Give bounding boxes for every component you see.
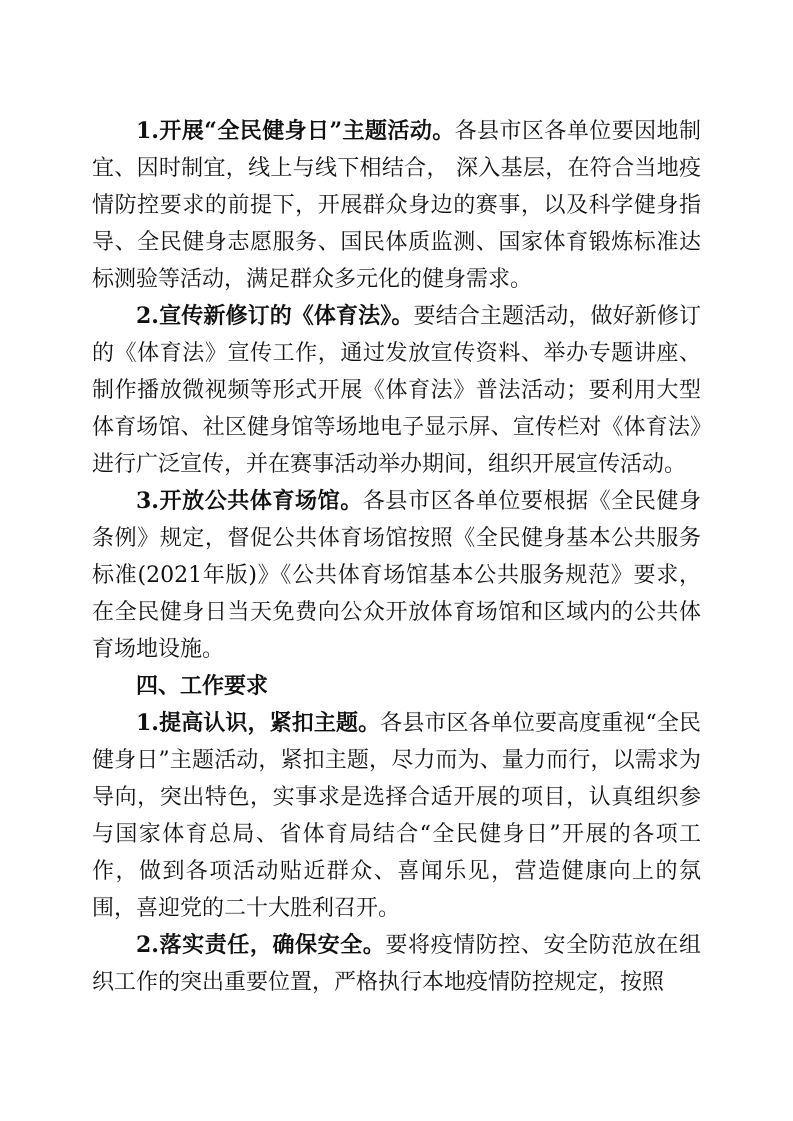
paragraph-activity-2 (92, 298, 701, 483)
paragraph-text: 各县市区各单位要根据《全民健身条例》规定，督促公共体育场馆按照《全民健身基本公共服务标准(2021年版)》《公共体育场馆基本公共服务规范》要求，在全民健身日当天免费向公众开放体育场馆和区域内的公共体育场地设施。 (92, 489, 701, 662)
document-body (92, 113, 701, 1001)
paragraph-lead: 2.落实责任，确保安全。 (136, 932, 386, 958)
paragraph-lead: 2.宣传新修订的《体育法》。 (136, 303, 414, 329)
paragraph-text: 各县市区各单位要高度重视“全民健身日”主题活动，紧扣主题，尽力而为、量力而行，以需求为导向，突出特色，实事求是选择合适开展的项目，认真组织参与国家体育总局、省体育局结合“全民健身日”开展的各项工作，做到各项活动贴近群众、喜闻乐见，营造健康向上的氛围，喜迎党的二十大胜利召开。 (92, 711, 702, 921)
section-heading-requirements: 四、工作要求 (136, 673, 269, 699)
paragraph-lead: 3.开放公共体育场馆。 (136, 488, 363, 514)
paragraph-text: 各县市区各单位要因地制宜、因时制宜，线上与线下相结合， 深入基层，在符合当地疫情防控要求的前提下，开展群众身边的赛事，以及科学健身指导、全民健身志愿服务、国民体质监测、国家体育锻炼标准达标测验等活动，满足群众多元化的健身需求。 (92, 119, 701, 292)
paragraph-text: 要结合主题活动，做好新修订的《体育法》宣传工作，通过发放宣传资料、举办专题讲座、制作播放微视频等形式开展《体育法》普法活动；要利用大型体育场馆、社区健身馆等场地电子显示屏、宣传栏对《体育法》进行广泛宣传，并在赛事活动举办期间，组织开展宣传活动。 (92, 304, 701, 477)
paragraph-lead: 1.提高认识，紧扣主题。 (136, 710, 381, 736)
paragraph-requirement-1 (92, 705, 701, 927)
paragraph-text: 要将疫情防控、安全防范放在组织工作的突出重要位置，严格执行本地疫情防控规定，按照 (92, 933, 701, 995)
paragraph-lead: 1.开展“全民健身日”主题活动。 (136, 118, 455, 144)
paragraph-activity-3 (92, 483, 701, 668)
paragraph-requirement-2 (92, 927, 701, 1001)
paragraph-activity-1 (92, 113, 701, 298)
